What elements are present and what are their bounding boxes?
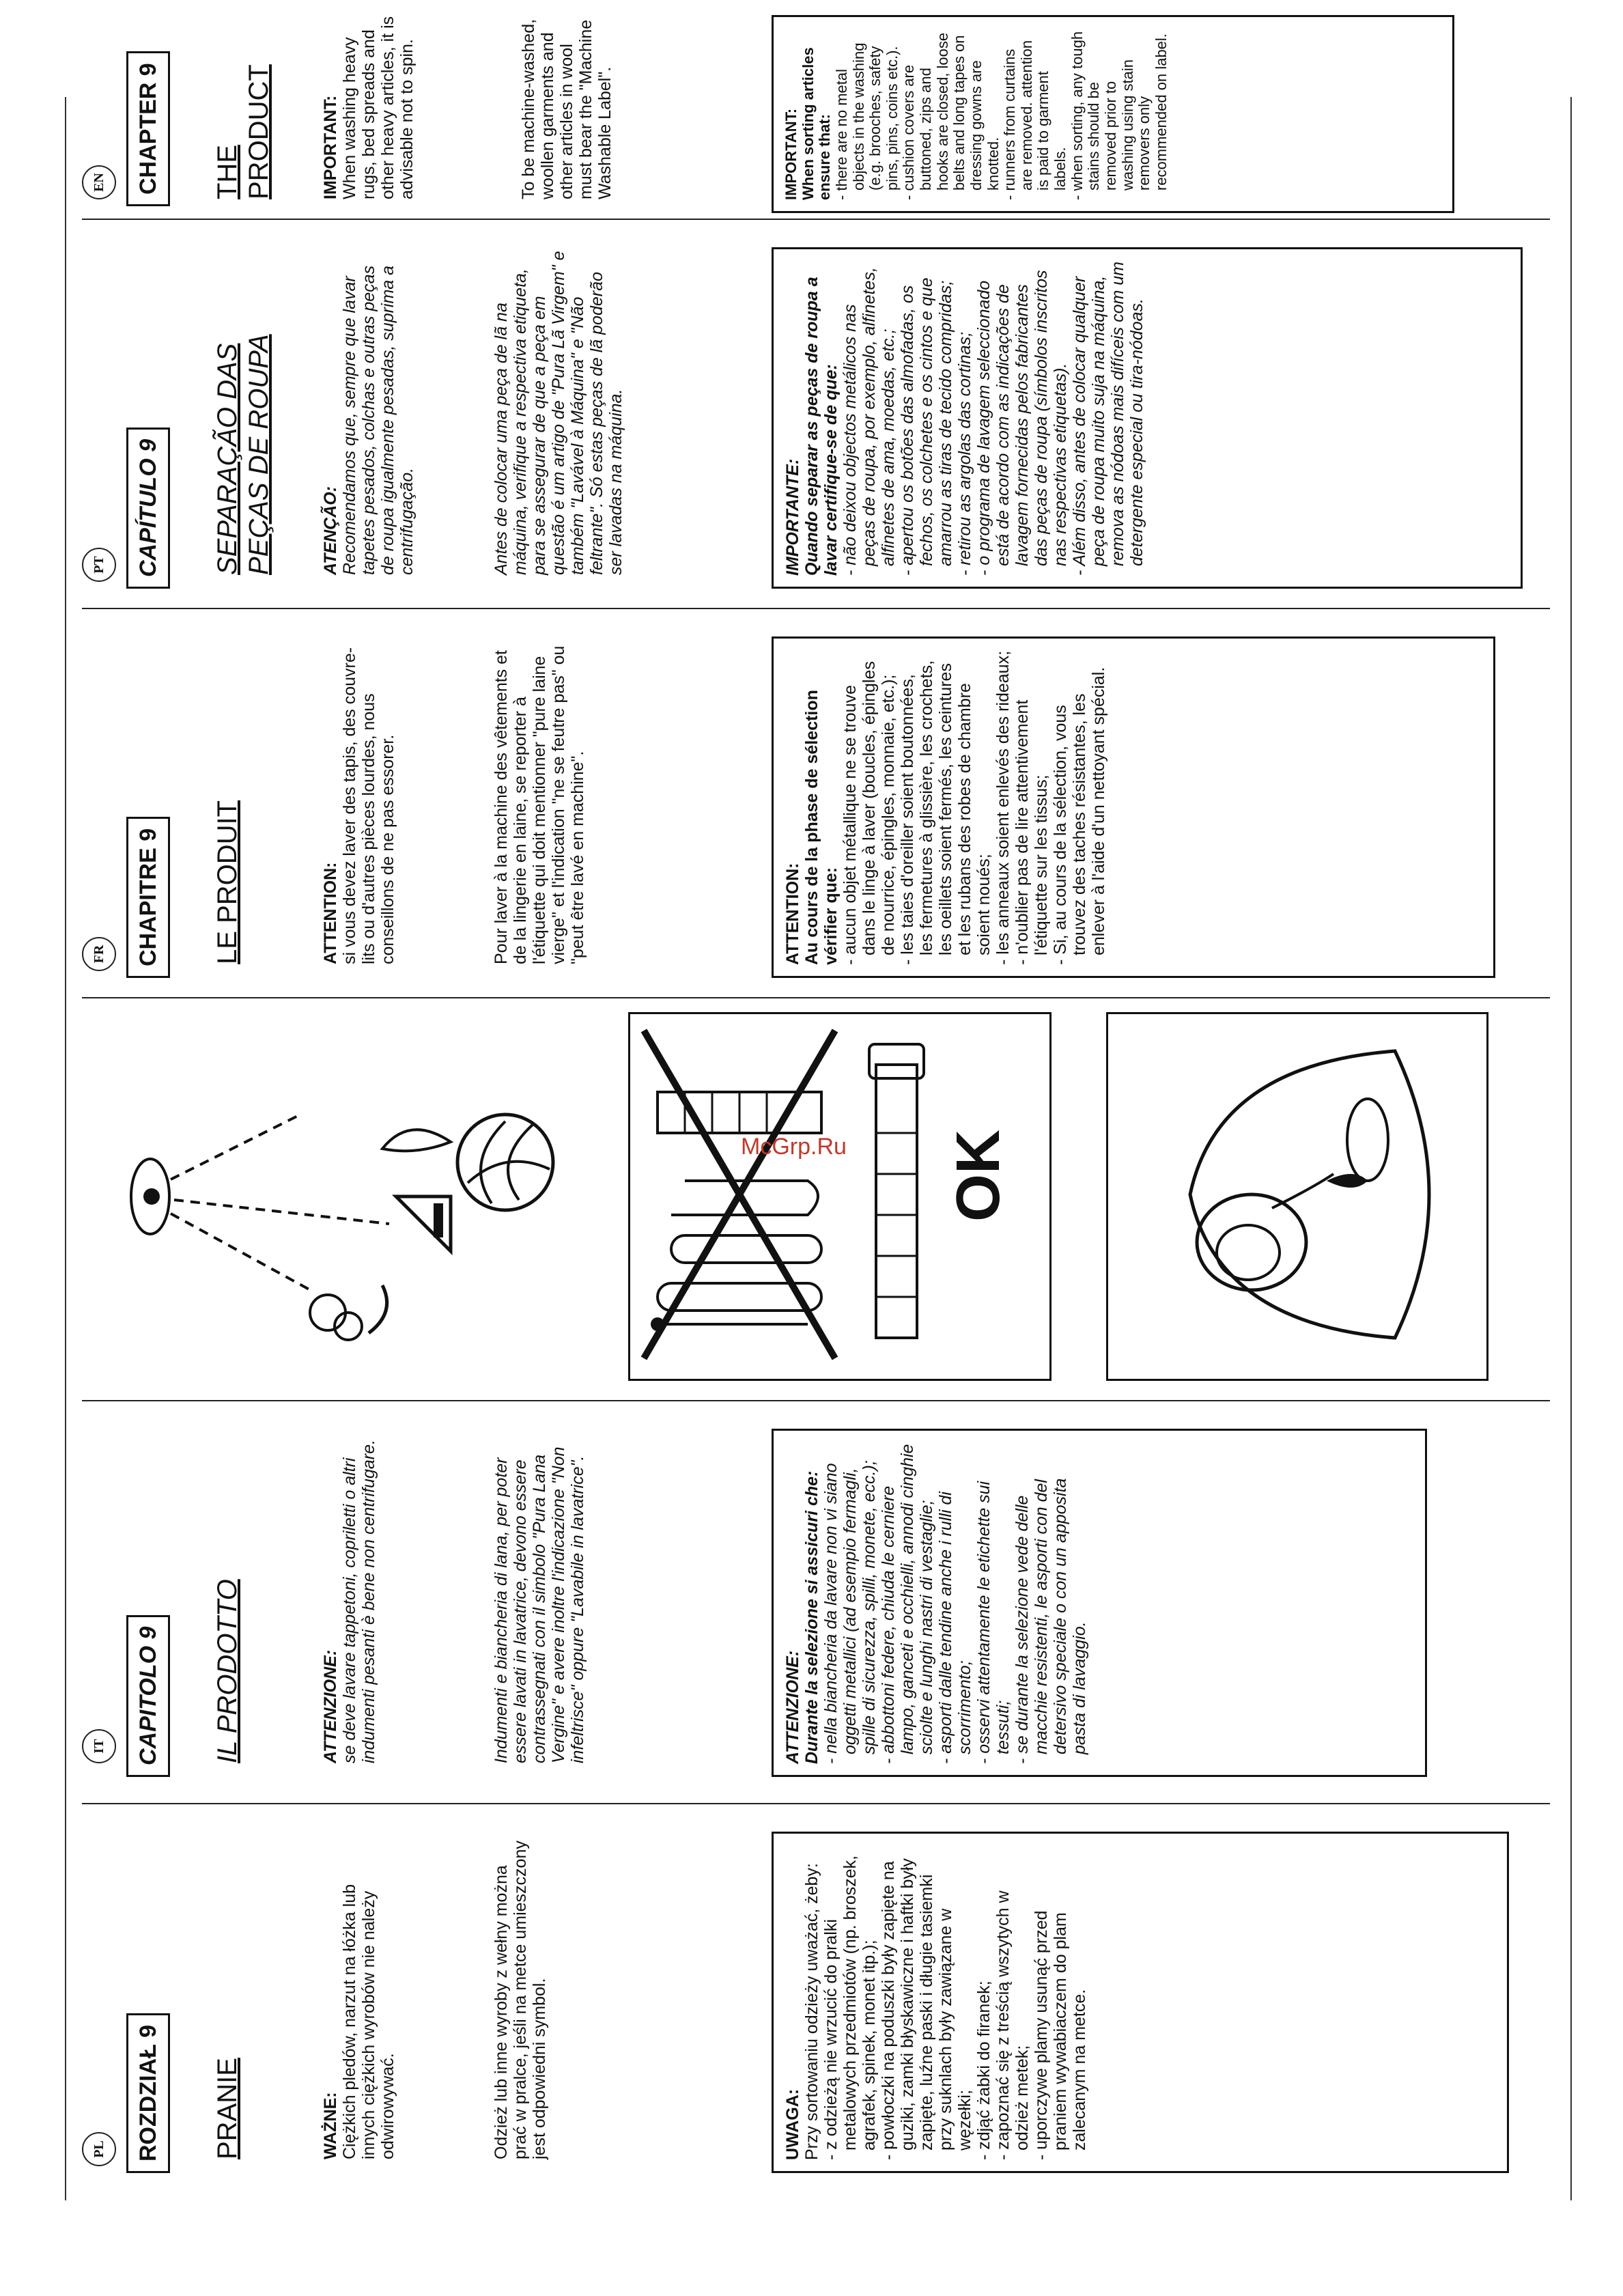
- list-item: - uporczywe plamy usunąć przed praniem wywabiaczem do plam zalecanym na metce.: [1032, 1845, 1089, 2160]
- box-subheading: Quando separar as peças de roupa a lavar certifique-se de que:: [802, 277, 841, 576]
- list-item: - retirou as argolas das cortinas;: [955, 260, 974, 576]
- column-divider: [82, 608, 1550, 609]
- list-item: - cushion covers are buttoned, zips and hooks are closed, loose belts and long tapes on dressing gowns are knotted.: [901, 28, 1002, 200]
- section-title: IL PRODOTTO: [212, 1579, 242, 1763]
- list-item: - não deixou objectos metálicos nas peças de roupa, por exemplo, alfinetes, alfinetes de ama, moedas, etc.;: [841, 260, 898, 576]
- box-subheading: When sorting articles ensure that:: [799, 47, 834, 200]
- list-item: - zapoznać się z treścią wszytych w odzież metek;: [993, 1845, 1032, 2160]
- column-pt: [0, 227, 1623, 609]
- box-heading: ATTENZIONE:: [783, 1650, 802, 1764]
- column-divider: [82, 1803, 1550, 1804]
- stain-remover-icon: [1108, 1014, 1486, 1379]
- column-divider: [82, 997, 1550, 998]
- column-fr: [0, 616, 1623, 998]
- list-item: - nella biancheria da lavare non vi siano oggetti metallici (ad esempio fermagli, spille di sicurezza, spilli, monete, ecc.);: [821, 1442, 879, 1764]
- sorting-list: [841, 649, 1108, 965]
- column-pl: [0, 1811, 1623, 2194]
- list-item: - se durante la selezione vede delle macchie resistenti, le asporti con del detersivo speciale o con un apposita pasta di lavaggio.: [1013, 1442, 1089, 1764]
- note-heading: ATENÇÃO:: [321, 486, 340, 575]
- box-heading: IMPORTANTE:: [783, 458, 802, 576]
- list-item: - osservi attentamente le etichette sui tessuti;: [974, 1442, 1013, 1764]
- chapter-heading: CAPITOLO 9: [126, 1615, 170, 1777]
- note-text: Ciężkich pledów, narzut na łóżka lub innych ciężkich wyrobów nie należy odwirowywać.: [340, 1884, 397, 2159]
- section-title: THE PRODUCT: [212, 64, 274, 199]
- chapter-heading: ROZDZIAŁ 9: [126, 2013, 170, 2173]
- wool-paragraph: To be machine-washed, woollen garments and other articles in wool must bear the "Machine Washable Label".: [519, 18, 615, 199]
- sorting-list: [821, 1442, 1089, 1764]
- note-text: When washing heavy rugs, bed spreads and other heavy articles, it is advisable not to spin.: [340, 16, 417, 199]
- sorting-box: [772, 15, 1454, 213]
- wool-paragraph: Pour laver à la machine des vêtements et de la lingerie en laine, se reporter à l'étiquette qui doit mentionner "pure laine vierge" et l'indication "ne se feutre pas" ou "peut être lavé en machine".: [492, 645, 587, 964]
- list-item: - when sorting, any tough stains should be removed prior to washing using stain removers only recommended on label.: [1069, 28, 1170, 200]
- list-item: - aucun objet métallique ne se trouve dans le linge à laver (boucles, épingles de nourrice, épingles, monnaie, etc.);: [841, 649, 898, 965]
- note-heading: ATTENZIONE:: [321, 1649, 340, 1763]
- wool-paragraph: Antes de colocar uma peça de lã na máquina, verifique a respectiva etiqueta, para se assegurar de que a peça em questão é um artigo de "Pura Lã Virgem" e também "Lavável à Máquina" e "Não feltrante". Só estas peças de lã poderão ser lavadas na máquina.: [492, 251, 625, 575]
- ok-label: OK: [944, 1130, 1013, 1222]
- important-note: [321, 636, 397, 964]
- language-flag-pt: PT: [82, 548, 116, 582]
- illustration-column: [0, 1005, 1623, 1401]
- sorting-box: [772, 1832, 1509, 2173]
- sorting-list: [821, 1845, 1089, 2160]
- list-item: - runners from curtains are removed. attention is paid to garment labels.: [1002, 28, 1069, 200]
- watermark-text: McGrp.Ru: [741, 1134, 847, 1160]
- column-divider: [82, 1400, 1550, 1401]
- box-subheading: Przy sortowaniu odzieży uważać, żeby:: [802, 1863, 821, 2160]
- note-text: si vous devez laver des tapis, des couvre-lits ou d'autres pièces lourdes, nous conseillons de ne pas essorer.: [340, 647, 397, 964]
- note-heading: WAŻNE:: [321, 2092, 340, 2159]
- wool-symbol-icon: [96, 1019, 587, 1374]
- list-item: - apertou os botões das almofadas, os fechos, os colchetes e os cintos e que amarrou as tiras de tecido compridas;: [898, 260, 955, 576]
- note-heading: ATTENTION:: [321, 862, 340, 964]
- note-text: se deve lavare tappetoni, copriletti o altri indumenti pesanti è bene non centrifugare.: [340, 1440, 378, 1763]
- important-note: [321, 247, 417, 575]
- chapter-heading: CAPÍTULO 9: [126, 428, 170, 589]
- column-it: [0, 1408, 1623, 1804]
- language-flag-fr: FR: [82, 937, 116, 971]
- box-heading: UWAGA:: [783, 2088, 802, 2160]
- list-item: - Além disso, antes de colocar qualquer peça de roupa muito suja na máquina, remova as nódoas mais difíceis com um detergente especial ou tira-nódoas.: [1070, 260, 1146, 576]
- list-item: - there are no metal objects in the washing (e.g. brooches, safety pins, pins, coins etc.).: [834, 28, 901, 200]
- section-title: SEPARAÇÃO DAS PEÇAS DE ROUPA: [212, 334, 274, 575]
- column-en: [0, 8, 1623, 220]
- note-heading: IMPORTANT:: [321, 95, 340, 199]
- sorting-list: [834, 28, 1170, 200]
- list-item: - les anneaux soient enlevés des rideaux;: [993, 649, 1013, 965]
- list-item: - n'oublier pas de lire attentivement l'étiquette sur les tissus;: [1013, 649, 1051, 965]
- section-title: LE PRODUIT: [212, 800, 242, 964]
- list-item: - asporti dalle tendine anche i rulli di scorrimento;: [936, 1442, 974, 1764]
- wool-paragraph: Indumenti e biancheria di lana, per poter essere lavati in lavatrice, devono essere contrassegnati con il simbolo "Pura Lana Vergine" e avere inoltre l'indicazione "Non infeltrisce" oppure "Lavabile in lavatrice".: [492, 1446, 587, 1763]
- list-item: - Si, au cours de la sélection, vous trouvez des taches résistantes, les enlever à l'aide d'un nettoyant spécial.: [1051, 649, 1108, 965]
- list-item: - o programa de lavagem seleccionado está de acordo com as indicações de lavagem fornecidas pelos fabricantes das peças de roupa (símbolos inscritos nas respectivas etiquetas).: [974, 260, 1070, 576]
- note-text: Recomendamos que, sempre que lavar tapetes pesados, colchas e outras peças de roupa igualmente pesadas, suprima a centrifugação.: [340, 265, 417, 575]
- wool-label-illustration: [96, 1019, 587, 1374]
- wool-paragraph: Odzież lub inne wyroby z wełny można prać w pralce, jeśli na metce umieszczony jest odpowiedni symbol.: [492, 1840, 549, 2159]
- box-subheading: Durante la selezione si assicuri che:: [802, 1470, 821, 1764]
- important-note: [321, 1832, 397, 2159]
- chapter-heading: CHAPITRE 9: [126, 817, 170, 978]
- language-flag-en: EN: [82, 165, 116, 199]
- box-subheading: Au cours de la phase de sélection vérifier que:: [802, 690, 841, 965]
- column-divider: [82, 219, 1550, 220]
- pins-crossed-icon: [630, 1014, 1049, 1379]
- language-flag-pl: PL: [82, 2132, 116, 2166]
- stain-removal-illustration: [1106, 1012, 1488, 1381]
- box-heading: IMPORTANT:: [782, 108, 800, 200]
- list-item: - zdjąć żabki do firanek;: [974, 1845, 993, 2160]
- sorting-box: [772, 636, 1495, 978]
- no-metal-objects-illustration: [628, 1012, 1052, 1381]
- sorting-list: [841, 260, 1146, 576]
- important-note: [321, 1436, 378, 1763]
- list-item: - z odzieżą nie wrzucić do pralki metalowych przedmiotów (np. broszek, agrafek, spinek, monet itp.);: [821, 1845, 879, 2160]
- important-note: [321, 15, 417, 199]
- sorting-box: [772, 247, 1523, 589]
- sorting-box: [772, 1429, 1427, 1777]
- section-title: PRANIE: [212, 2058, 242, 2159]
- list-item: - abbottoni federe, chiuda le cerniere lampo, ganceti e occhielli, annodi cinghie sciolte e lunghi nastri di vestaglie;: [879, 1442, 936, 1764]
- language-flag-it: IT: [82, 1729, 116, 1763]
- list-item: - les taies d'oreiller soient boutonnées, les fermetures à glissière, les crochets, les oeillets soient fermés, les ceintures et les rubans des robes de chambre soient noués;: [898, 649, 993, 965]
- chapter-heading: CHAPTER 9: [126, 51, 170, 206]
- box-heading: ATTENTION:: [783, 863, 802, 965]
- list-item: - powłoczki na poduszki były zapięte na guziki, zamki błyskawiczne i haftki były zapięte, luźne paski i długie tasiemki przy suknlach były zawiązane w węzełki;: [879, 1845, 974, 2160]
